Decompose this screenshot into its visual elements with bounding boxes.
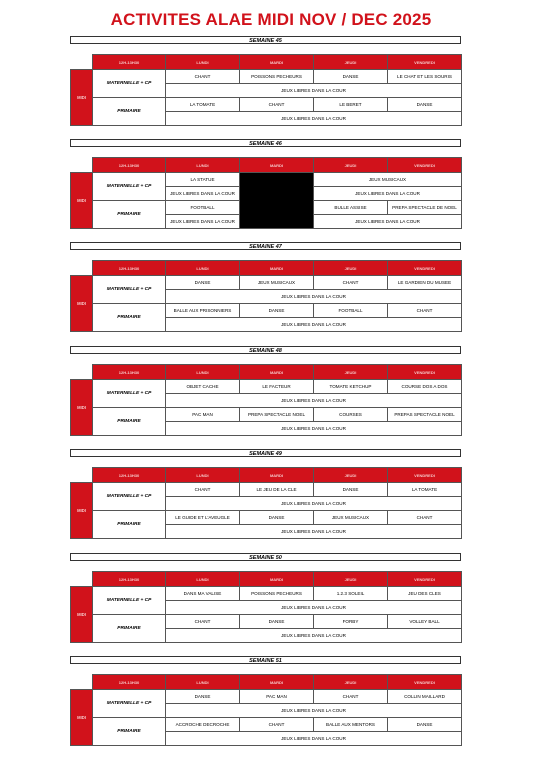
activity-cell: DANSE: [240, 511, 314, 525]
activity-cell: CHANT: [240, 98, 314, 112]
header-time: 12H-13H30: [93, 572, 166, 587]
group-primaire: PRIMAIRE: [93, 615, 166, 643]
header-day: JEUDI: [314, 261, 388, 276]
schedule-table: [70, 157, 462, 229]
free-play-cell: JEUX LIBRES DANS LA COUR: [166, 318, 462, 332]
free-play-cell: JEUX LIBRES DANS LA COUR: [166, 394, 462, 408]
schedule-table: [70, 571, 462, 643]
activity-cell: LE BERET: [314, 98, 388, 112]
free-play-cell: JEUX LIBRES DANS LA COUR: [166, 629, 462, 643]
activity-cell: PAC MAN: [166, 408, 240, 422]
week-label: SEMAINE 49: [70, 449, 461, 457]
header-time: 12H-13H30: [93, 675, 166, 690]
header-day: JEUDI: [314, 365, 388, 380]
header-blank: [71, 572, 93, 587]
group-primaire: PRIMAIRE: [93, 408, 166, 436]
group-primaire: PRIMAIRE: [93, 98, 166, 126]
week-label: SEMAINE 51: [70, 656, 461, 664]
header-day: MARDI: [240, 468, 314, 483]
week-label: SEMAINE 46: [70, 139, 461, 147]
week-block: [70, 449, 461, 534]
header-day: VENDREDI: [388, 572, 462, 587]
side-label: MIDI: [71, 276, 93, 332]
header-time: 12H-13H30: [93, 55, 166, 70]
free-play-cell: JEUX LIBRES DANS LA COUR: [166, 704, 462, 718]
header-day: JEUDI: [314, 55, 388, 70]
week-block: [70, 553, 461, 638]
group-maternelle: MATERNELLE + CP: [93, 70, 166, 98]
activity-cell: JEUX MUSICAUX: [314, 511, 388, 525]
week-label: SEMAINE 50: [70, 553, 461, 561]
group-primaire: PRIMAIRE: [93, 304, 166, 332]
activity-cell: VOLLEY BALL: [388, 615, 462, 629]
header-day: JEUDI: [314, 158, 388, 173]
week-block: [70, 36, 461, 121]
activity-cell: COLLIN MAILLARD: [388, 690, 462, 704]
activity-cell: LE GUIDE ET L'AVEUGLE: [166, 511, 240, 525]
header-day: JEUDI: [314, 468, 388, 483]
activity-cell: BALLE AUX PRISONNIERS: [166, 304, 240, 318]
free-play-cell: JEUX LIBRES DANS LA COUR: [166, 215, 240, 229]
group-maternelle: MATERNELLE + CP: [93, 690, 166, 718]
activity-cell: CHANT: [388, 304, 462, 318]
group-maternelle: MATERNELLE + CP: [93, 173, 166, 201]
schedule-table: [70, 467, 462, 539]
activity-cell: DANSE: [388, 98, 462, 112]
week-label: SEMAINE 47: [70, 242, 461, 250]
side-label: MIDI: [71, 587, 93, 643]
free-play-cell: JEUX LIBRES DANS LA COUR: [166, 187, 240, 201]
header-time: 12H-13H30: [93, 468, 166, 483]
header-blank: [71, 158, 93, 173]
side-label: MIDI: [71, 483, 93, 539]
free-play-cell: JEUX LIBRES DANS LA COUR: [314, 187, 462, 201]
header-day: LUNDI: [166, 675, 240, 690]
header-day: MARDI: [240, 261, 314, 276]
header-blank: [71, 55, 93, 70]
activity-cell: CHANT: [314, 690, 388, 704]
activity-cell: CHANT: [240, 718, 314, 732]
header-day: LUNDI: [166, 261, 240, 276]
activity-cell: DANSE: [314, 70, 388, 84]
week-block: [70, 346, 461, 431]
activity-cell: ACCROCHE DECROCHE: [166, 718, 240, 732]
free-play-cell: JEUX LIBRES DANS LA COUR: [166, 525, 462, 539]
header-day: LUNDI: [166, 572, 240, 587]
header-day: MARDI: [240, 572, 314, 587]
group-maternelle: MATERNELLE + CP: [93, 587, 166, 615]
header-blank: [71, 365, 93, 380]
blacked-out-cell: [240, 173, 314, 229]
schedule-table: [70, 674, 462, 746]
free-play-cell: JEUX LIBRES DANS LA COUR: [166, 84, 462, 98]
header-day: JEUDI: [314, 675, 388, 690]
activity-cell: FOOTBALL: [166, 201, 240, 215]
activity-cell: LE FACTEUR: [240, 380, 314, 394]
header-day: LUNDI: [166, 468, 240, 483]
activity-cell: DANSE: [166, 690, 240, 704]
activity-cell: DANSE: [166, 276, 240, 290]
schedule-table: [70, 54, 462, 126]
group-primaire: PRIMAIRE: [93, 201, 166, 229]
free-play-cell: JEUX LIBRES DANS LA COUR: [166, 497, 462, 511]
activity-cell: OBJET CACHE: [166, 380, 240, 394]
week-block: [70, 139, 461, 224]
activity-cell: DANSE: [240, 615, 314, 629]
header-day: MARDI: [240, 675, 314, 690]
activity-cell: FORBY: [314, 615, 388, 629]
header-day: MARDI: [240, 158, 314, 173]
activity-cell: TOMATE KETCHUP: [314, 380, 388, 394]
header-day: VENDREDI: [388, 468, 462, 483]
schedule-table: [70, 364, 462, 436]
group-maternelle: MATERNELLE + CP: [93, 380, 166, 408]
header-time: 12H-13H30: [93, 261, 166, 276]
activity-cell: DANS MA VALISE: [166, 587, 240, 601]
activity-cell: POISSONS PECHEURS: [240, 587, 314, 601]
header-time: 12H-13H30: [93, 158, 166, 173]
free-play-cell: JEUX LIBRES DANS LA COUR: [166, 732, 462, 746]
header-blank: [71, 261, 93, 276]
activity-cell: LA TOMATE: [166, 98, 240, 112]
side-label: MIDI: [71, 690, 93, 746]
header-day: MARDI: [240, 365, 314, 380]
activity-cell: LA TOMATE: [388, 483, 462, 497]
side-label: MIDI: [71, 380, 93, 436]
activity-cell: PREPA SPECTACLE NOEL: [240, 408, 314, 422]
activity-cell: CHANT: [166, 70, 240, 84]
side-label: MIDI: [71, 70, 93, 126]
schedule-table: [70, 260, 462, 332]
header-day: VENDREDI: [388, 365, 462, 380]
activity-cell: JEUX MUSICAUX: [240, 276, 314, 290]
activity-cell: CHANT: [166, 483, 240, 497]
header-day: VENDREDI: [388, 55, 462, 70]
header-day: VENDREDI: [388, 675, 462, 690]
header-day: VENDREDI: [388, 158, 462, 173]
group-maternelle: MATERNELLE + CP: [93, 276, 166, 304]
activity-cell: PREPA SPECTACLE DE NOEL: [388, 201, 462, 215]
activity-cell: JEUX MUSICAUX: [314, 173, 462, 187]
activity-cell: LE CHAT ET LES SOURIS: [388, 70, 462, 84]
activity-cell: LE JEU DE LA CLE: [240, 483, 314, 497]
activity-cell: DANSE: [388, 718, 462, 732]
free-play-cell: JEUX LIBRES DANS LA COUR: [166, 601, 462, 615]
header-day: VENDREDI: [388, 261, 462, 276]
activity-cell: LE GARDIEN DU MUSEE: [388, 276, 462, 290]
activity-cell: COURSE DOS A DOS: [388, 380, 462, 394]
header-day: JEUDI: [314, 572, 388, 587]
activity-cell: PAC MAN: [240, 690, 314, 704]
header-day: MARDI: [240, 55, 314, 70]
free-play-cell: JEUX LIBRES DANS LA COUR: [166, 290, 462, 304]
free-play-cell: JEUX LIBRES DANS LA COUR: [314, 215, 462, 229]
group-primaire: PRIMAIRE: [93, 718, 166, 746]
activity-cell: BALLE AUX MENTORS: [314, 718, 388, 732]
free-play-cell: JEUX LIBRES DANS LA COUR: [166, 422, 462, 436]
header-blank: [71, 468, 93, 483]
side-label: MIDI: [71, 173, 93, 229]
activity-cell: BULLE ASSISE: [314, 201, 388, 215]
activity-cell: 1.2.3 SOLEIL: [314, 587, 388, 601]
activity-cell: POISSONS PECHEURS: [240, 70, 314, 84]
activity-cell: FOOTBALL: [314, 304, 388, 318]
free-play-cell: JEUX LIBRES DANS LA COUR: [166, 112, 462, 126]
header-day: LUNDI: [166, 55, 240, 70]
activity-cell: CHANT: [314, 276, 388, 290]
page-title: ACTIVITES ALAE MIDI NOV / DEC 2025: [110, 10, 432, 29]
activity-cell: JEU DES CLES: [388, 587, 462, 601]
activity-cell: DANSE: [314, 483, 388, 497]
week-block: [70, 656, 461, 741]
week-block: [70, 242, 461, 327]
header-day: LUNDI: [166, 365, 240, 380]
header-time: 12H-13H30: [93, 365, 166, 380]
activity-cell: CHANT: [388, 511, 462, 525]
activity-cell: CHANT: [166, 615, 240, 629]
activity-cell: LA STATUE: [166, 173, 240, 187]
activity-cell: PREPAS SPECTACLE NOEL: [388, 408, 462, 422]
header-day: LUNDI: [166, 158, 240, 173]
header-blank: [71, 675, 93, 690]
group-primaire: PRIMAIRE: [93, 511, 166, 539]
activity-cell: COURSES: [314, 408, 388, 422]
group-maternelle: MATERNELLE + CP: [93, 483, 166, 511]
week-label: SEMAINE 45: [70, 36, 461, 44]
activity-cell: DANSE: [240, 304, 314, 318]
week-label: SEMAINE 48: [70, 346, 461, 354]
